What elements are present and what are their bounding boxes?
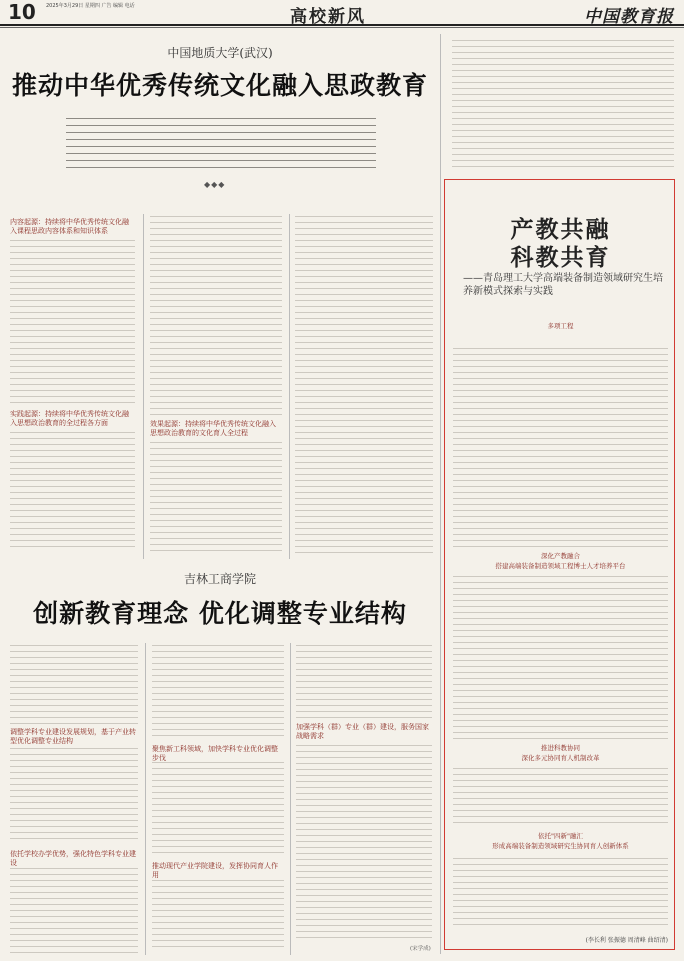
article3-text-c: [453, 768, 668, 828]
article2-section-5: 推动现代产业学院建设，发挥协同育人作用: [152, 862, 278, 879]
article1-section-1: 内容起源：持续将中华优秀传统文化融入课程思政内容体系和知识体系: [10, 218, 129, 235]
article3-text-a: [453, 348, 668, 548]
article1-section-3: 效果起源：持续将中华优秀传统文化融入思想政治教育的文化育人全过程: [150, 420, 276, 437]
article3-section-7: 形成高端装备制造领域研究生协同育人创新体系: [492, 842, 629, 850]
article3-headline-line1: 产教共融: [510, 217, 611, 243]
article2-headline: 创新教育理念 优化调整专业结构: [33, 599, 407, 628]
article3-authors: (李长利 张振德 周清峰 曲绍清): [585, 937, 668, 944]
column-rule: [440, 34, 441, 954]
article2-kicker: 吉林工商学院: [183, 572, 256, 586]
article3-headline-line2: 科教共育: [510, 245, 611, 271]
column-rule: [143, 214, 144, 559]
article3-section-5: 深化多元协同育人机制改革: [521, 754, 600, 762]
article2-text-col2c: [152, 880, 284, 952]
page-number: 10: [8, 0, 36, 24]
article1-text-col2b: [150, 442, 282, 552]
column-rule: [289, 214, 290, 559]
paper-name: 中国教育报: [584, 7, 674, 27]
article2-section-1: 调整学科专业建设发展规划，基于产业转型优化调整专业结构: [10, 728, 136, 745]
dateline: 2025年3月29日 星期四 广告 编辑 电话: [46, 3, 135, 9]
section-title: 高校新风: [290, 7, 366, 27]
article2-section-2: 聚焦新工科领域，加快学科专业优化调整步伐: [152, 745, 278, 762]
article1-text-col3: [295, 216, 433, 556]
article1-lead: [66, 118, 376, 173]
masthead: [0, 0, 684, 26]
article3-text-d: [453, 858, 668, 928]
article1-kicker: 中国地质大学(武汉): [167, 46, 273, 60]
article3-subhead: ——青岛理工大学高端装备制造领域研究生培养新模式探索与实践: [463, 273, 663, 297]
article1-text-col1b: [10, 432, 135, 552]
article2-text-col3b: [296, 745, 432, 940]
article3-section-3: 搭建高端装备制造领域工程博士人才培养平台: [495, 562, 626, 570]
column-rule: [290, 643, 291, 955]
article2-section-4: 依托学校办学优势，强化特色学科专业建设: [10, 850, 136, 867]
article3-text-b: [453, 576, 668, 741]
column-rule: [145, 643, 146, 955]
article1-headline: 推动中华优秀传统文化融入思政教育: [11, 71, 428, 100]
article3-section-2: 深化产教融合: [541, 552, 580, 560]
article3-section-4: 推进科教协同: [541, 744, 580, 752]
article2-byline: (宋学成): [410, 946, 431, 952]
article3-box: [444, 179, 675, 950]
article2-text-col1c: [10, 868, 138, 953]
article3-section-6: 依托"四新"融汇: [538, 832, 583, 840]
article1-divider: ◆◆◆: [204, 180, 226, 189]
article1-text-col1a: [10, 240, 135, 405]
masthead-rule: [0, 27, 684, 28]
article2-text-col1b: [10, 748, 138, 843]
article2-text-col2b: [152, 762, 284, 857]
article1-text-col2a: [150, 216, 282, 416]
article2-text-col2a: [152, 645, 284, 740]
article2-text-col3a: [296, 645, 432, 720]
article2-text-col1a: [10, 645, 138, 725]
article2-section-3: 加强学科（群）专业（群）建设，服务国家战略需求: [296, 723, 429, 740]
right-column-text-top: [452, 40, 674, 172]
article1-section-2: 实践起源：持续将中华优秀传统文化融入思想政治教育的全过程各方面: [10, 410, 129, 427]
article3-section-1: 多项工程: [547, 322, 574, 330]
